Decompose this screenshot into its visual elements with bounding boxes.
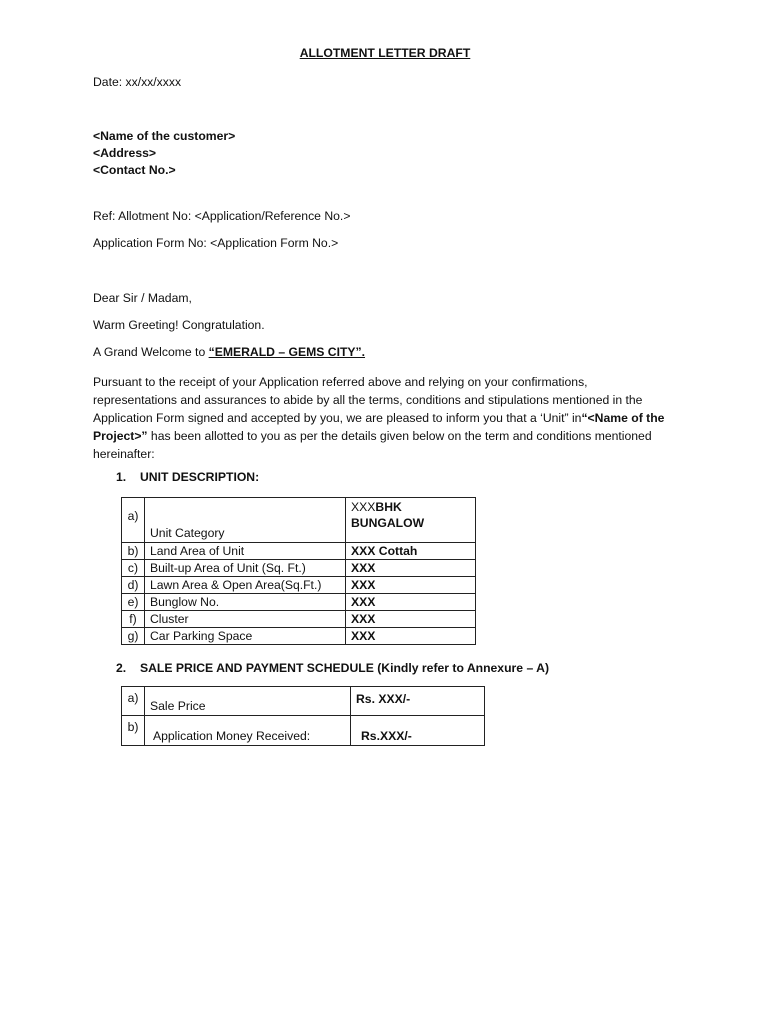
row-index: b) xyxy=(122,543,145,560)
value-prefix: XXX xyxy=(351,500,376,514)
project-name-placeholder: “<Name of the Project>” xyxy=(93,411,665,443)
row-index: d) xyxy=(122,577,145,594)
welcome-line xyxy=(93,345,365,359)
section-title: UNIT DESCRIPTION: xyxy=(140,470,260,484)
row-value: XXX xyxy=(346,594,476,611)
value-main: BHK BUNGALOW xyxy=(351,500,425,530)
sale-price-table xyxy=(121,686,485,746)
row-label: Land Area of Unit xyxy=(145,543,346,560)
section-title: SALE PRICE AND PAYMENT SCHEDULE (Kindly refer to Annexure – A) xyxy=(140,661,550,675)
table-row xyxy=(122,498,476,543)
application-form-number: Application Form No: <Application Form No.> xyxy=(93,236,339,250)
row-value xyxy=(346,498,476,543)
row-label: Car Parking Space xyxy=(145,628,346,645)
row-label: Built-up Area of Unit (Sq. Ft.) xyxy=(145,560,346,577)
row-label: Bunglow No. xyxy=(145,594,346,611)
unit-description-table xyxy=(121,497,476,645)
welcome-prefix: A Grand Welcome to xyxy=(93,345,209,359)
row-value: XXX xyxy=(346,577,476,594)
customer-name: <Name of the customer> xyxy=(93,129,236,143)
body-text-part2: has been allotted to you as per the details given below on the term and conditions mentioned hereinafter: xyxy=(93,429,652,461)
section-number: 1. xyxy=(116,470,127,484)
table-row xyxy=(122,543,476,560)
row-value: XXX Cottah xyxy=(346,543,476,560)
document-title: ALLOTMENT LETTER DRAFT xyxy=(299,46,471,60)
row-value: Rs.XXX/- xyxy=(351,716,485,746)
row-value: XXX xyxy=(346,628,476,645)
table-row xyxy=(122,560,476,577)
customer-address: <Address> xyxy=(93,146,157,160)
table-row xyxy=(122,594,476,611)
body-paragraph xyxy=(93,373,673,463)
row-index: a) xyxy=(122,498,145,543)
row-label: Cluster xyxy=(145,611,346,628)
row-index: a) xyxy=(122,687,145,716)
customer-contact: <Contact No.> xyxy=(93,163,176,177)
row-label: Unit Category xyxy=(145,498,346,543)
greeting: Warm Greeting! Congratulation. xyxy=(93,318,265,332)
row-value: XXX xyxy=(346,560,476,577)
row-label: Sale Price xyxy=(145,687,351,716)
table-row xyxy=(122,716,485,746)
body-text-part1: Pursuant to the receipt of your Application referred above and relying on your confirmations, representations and assurances to abide by all the terms, conditions and stipulations mentioned in the Application Form signed and accepted by you, we are pleased to inform you that a ‘Unit” in xyxy=(93,375,643,425)
table-row xyxy=(122,611,476,628)
allotment-reference: Ref: Allotment No: <Application/Reference No.> xyxy=(93,209,351,223)
section-heading-unit-description xyxy=(116,470,259,484)
table-row xyxy=(122,687,485,716)
table-row xyxy=(122,628,476,645)
row-index: e) xyxy=(122,594,145,611)
project-brand-name: “EMERALD – GEMS CITY”. xyxy=(208,345,366,359)
row-value: XXX xyxy=(346,611,476,628)
row-label: Application Money Received: xyxy=(145,716,351,746)
row-index: g) xyxy=(122,628,145,645)
section-heading-sale-price xyxy=(116,661,549,675)
salutation: Dear Sir / Madam, xyxy=(93,291,192,305)
section-number: 2. xyxy=(116,661,127,675)
table-row xyxy=(122,577,476,594)
row-index: f) xyxy=(122,611,145,628)
row-index: b) xyxy=(122,716,145,746)
row-label: Lawn Area & Open Area(Sq.Ft.) xyxy=(145,577,346,594)
row-index: c) xyxy=(122,560,145,577)
letter-date: Date: xx/xx/xxxx xyxy=(93,75,182,89)
row-value: Rs. XXX/- xyxy=(351,687,485,716)
